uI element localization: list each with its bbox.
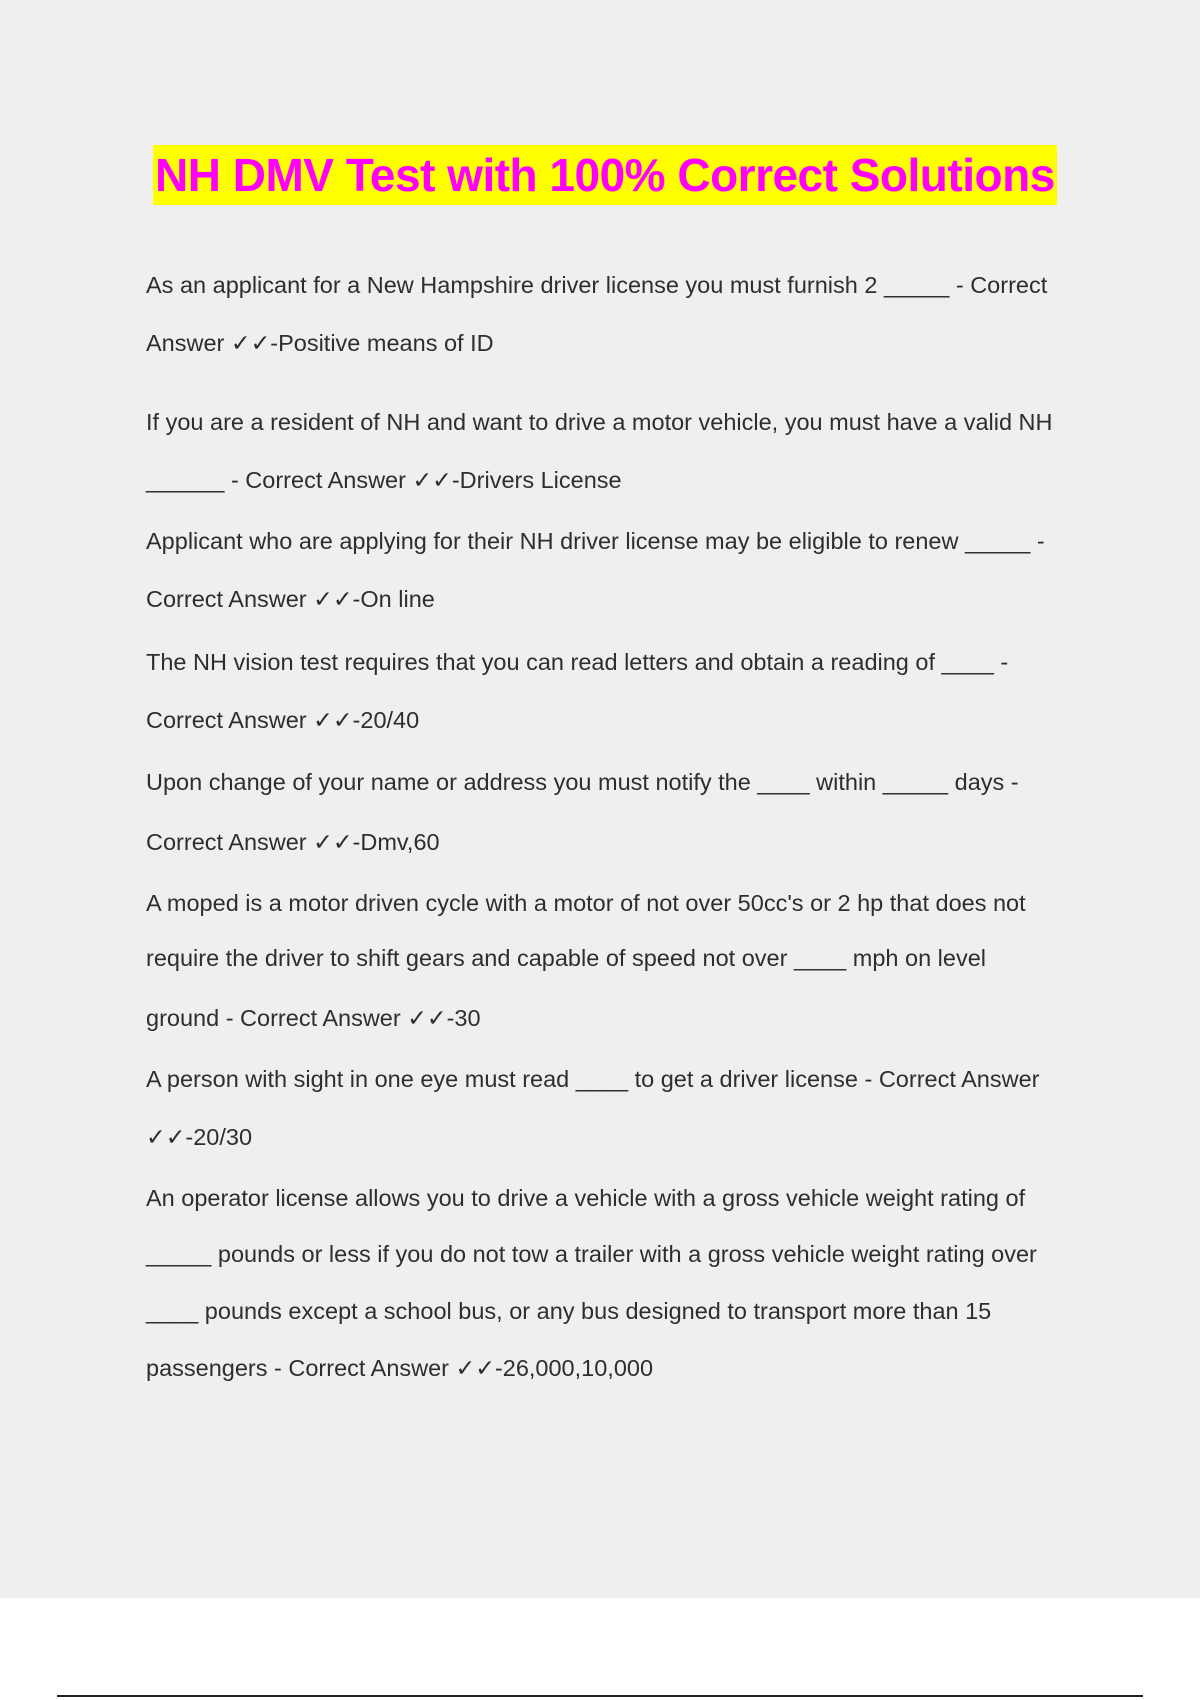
question-8-line-4: passengers - Correct Answer ✓✓-26,000,10,000 — [146, 1355, 654, 1381]
page-title: NH DMV Test with 100% Correct Solutions — [155, 149, 1055, 201]
question-5-line-2: Correct Answer ✓✓-Dmv,60 — [146, 829, 440, 855]
question-4-line-2: Correct Answer ✓✓-20/40 — [146, 707, 420, 733]
question-5-line-1: Upon change of your name or address you must notify the ____ within _____ days - — [146, 769, 1019, 795]
question-8-line-1: An operator license allows you to drive a vehicle with a gross vehicle weight rating of — [146, 1185, 1026, 1211]
title-highlight — [153, 145, 1057, 205]
question-1-line-1: As an applicant for a New Hampshire driver license you must furnish 2 _____ - Correct — [146, 272, 1048, 298]
question-4-line-1: The NH vision test requires that you can read letters and obtain a reading of ____ - — [146, 649, 1009, 675]
footer-divider — [57, 1695, 1143, 1697]
question-6-line-1: A moped is a motor driven cycle with a motor of not over 50cc's or 2 hp that does not — [146, 890, 1026, 916]
question-6-line-3: ground - Correct Answer ✓✓-30 — [146, 1005, 481, 1031]
question-3-line-1: Applicant who are applying for their NH driver license may be eligible to renew _____ - — [146, 528, 1045, 554]
question-1-line-2: Answer ✓✓-Positive means of ID — [146, 330, 494, 356]
question-2-line-1: If you are a resident of NH and want to drive a motor vehicle, you must have a valid NH — [146, 409, 1053, 435]
question-8-line-2: _____ pounds or less if you do not tow a trailer with a gross vehicle weight rating over — [146, 1241, 1037, 1267]
question-6-line-2: require the driver to shift gears and capable of speed not over ____ mph on level — [146, 945, 986, 971]
question-2-line-2: ______ - Correct Answer ✓✓-Drivers License — [146, 467, 622, 493]
question-8-line-3: ____ pounds except a school bus, or any bus designed to transport more than 15 — [146, 1298, 992, 1324]
question-3-line-2: Correct Answer ✓✓-On line — [146, 586, 435, 612]
question-7-line-2: ✓✓-20/30 — [146, 1124, 253, 1150]
question-7-line-1: A person with sight in one eye must read ____ to get a driver license - Correct Answer — [146, 1066, 1040, 1092]
